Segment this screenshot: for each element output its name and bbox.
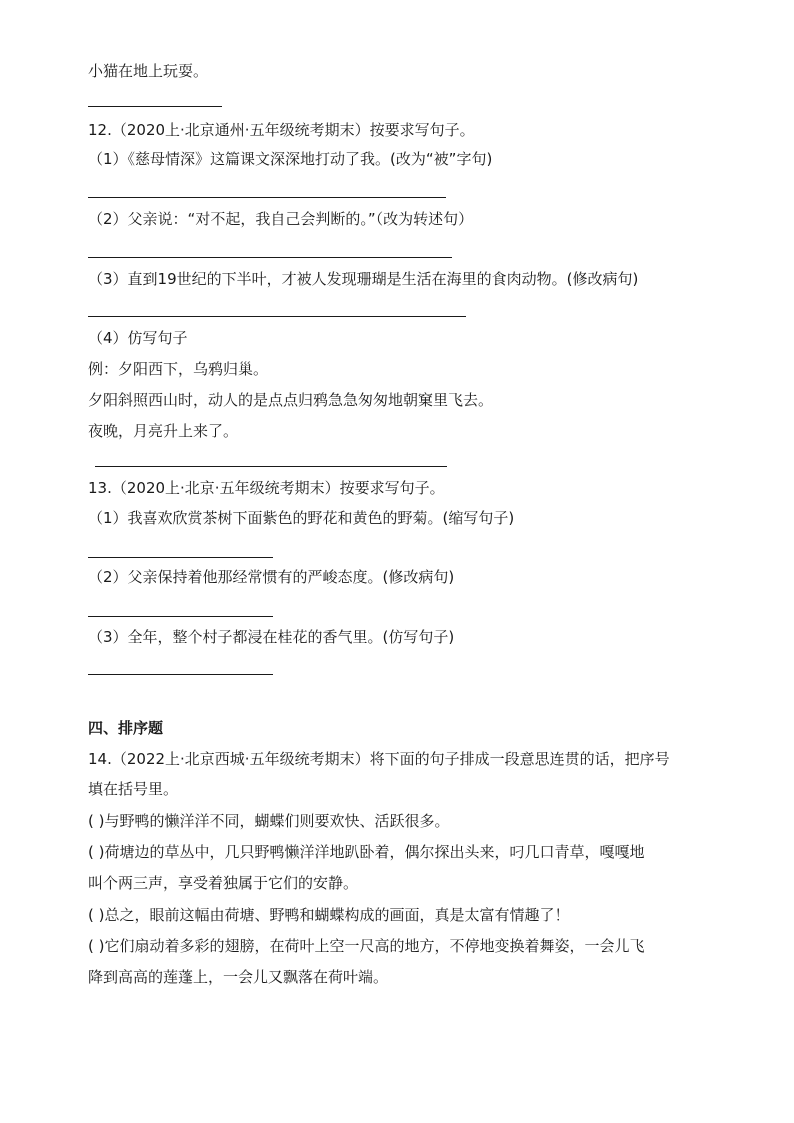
- answer-context-text: 小猫在地上玩耍。: [88, 62, 209, 80]
- question-12-part-1: （1）《慈母情深》这篇课文深深地打动了我。(改为“被”字句): [88, 150, 493, 168]
- question-13-part-3: （3）全年，整个村子都浸在桂花的香气里。(仿写句子): [88, 628, 455, 646]
- example-sentence: 例：夕阳西下，乌鸦归巢。: [88, 360, 269, 378]
- question-14-title: 14.（2022上·北京西城·五年级统考期末）将下面的句子排成一段意思连贯的话，把序号: [88, 750, 670, 768]
- question-13-part-1: （1）我喜欢欣赏茶树下面紫色的野花和黄色的野菊。(缩写句子): [88, 509, 515, 527]
- ordering-sentence-2-continued: 叫个两三声，享受着独属于它们的安静。: [88, 874, 359, 892]
- ordering-sentence-4-continued: 降到高高的莲蓬上，一会儿又飘落在荷叶端。: [88, 968, 389, 986]
- question-12-title: 12.（2020上·北京通州·五年级统考期末）按要求写句子。: [88, 121, 475, 139]
- question-14-title-continued: 填在括号里。: [88, 780, 179, 798]
- section-heading-ordering: 四、排序题: [88, 719, 164, 737]
- example-expanded-sentence: 夕阳斜照西山时，动人的是点点归鸦急急匆匆地朝窠里飞去。: [88, 391, 494, 409]
- answer-blank[interactable]: [88, 316, 466, 317]
- question-12-part-3: （3）直到19世纪的下半叶，才被人发现珊瑚是生活在海里的食肉动物。(修改病句): [88, 270, 639, 288]
- answer-blank[interactable]: [88, 616, 273, 617]
- question-12-part-4: （4）仿写句子: [88, 329, 188, 347]
- question-12-part-2: （2）父亲说：“对不起，我自己会判断的。”（改为转述句）: [88, 210, 474, 228]
- answer-blank[interactable]: [88, 557, 273, 558]
- answer-blank[interactable]: [88, 106, 222, 107]
- question-13-part-2: （2）父亲保持着他那经常惯有的严峻态度。(修改病句): [88, 568, 455, 586]
- answer-blank[interactable]: [88, 674, 273, 675]
- ordering-sentence-3[interactable]: ( )总之，眼前这幅由荷塘、野鸭和蝴蝶构成的画面，真是太富有情趣了！: [88, 906, 570, 924]
- question-13-title: 13.（2020上·北京·五年级统考期末）按要求写句子。: [88, 479, 445, 497]
- ordering-sentence-1[interactable]: ( )与野鸭的懒洋洋不同，蝴蝶们则要欢快、活跃很多。: [88, 812, 450, 830]
- answer-blank[interactable]: [88, 197, 446, 198]
- ordering-sentence-2[interactable]: ( )荷塘边的草丛中，几只野鸭懒洋洋地趴卧着，偶尔探出头来，叼几口青草，嘎嘎地: [88, 843, 645, 861]
- imitation-prompt: 夜晚，月亮升上来了。: [88, 422, 239, 440]
- answer-blank[interactable]: [88, 257, 452, 258]
- ordering-sentence-4[interactable]: ( )它们扇动着多彩的翅膀，在荷叶上空一尺高的地方，不停地变换着舞姿，一会儿飞: [88, 937, 645, 955]
- answer-blank[interactable]: [95, 466, 447, 467]
